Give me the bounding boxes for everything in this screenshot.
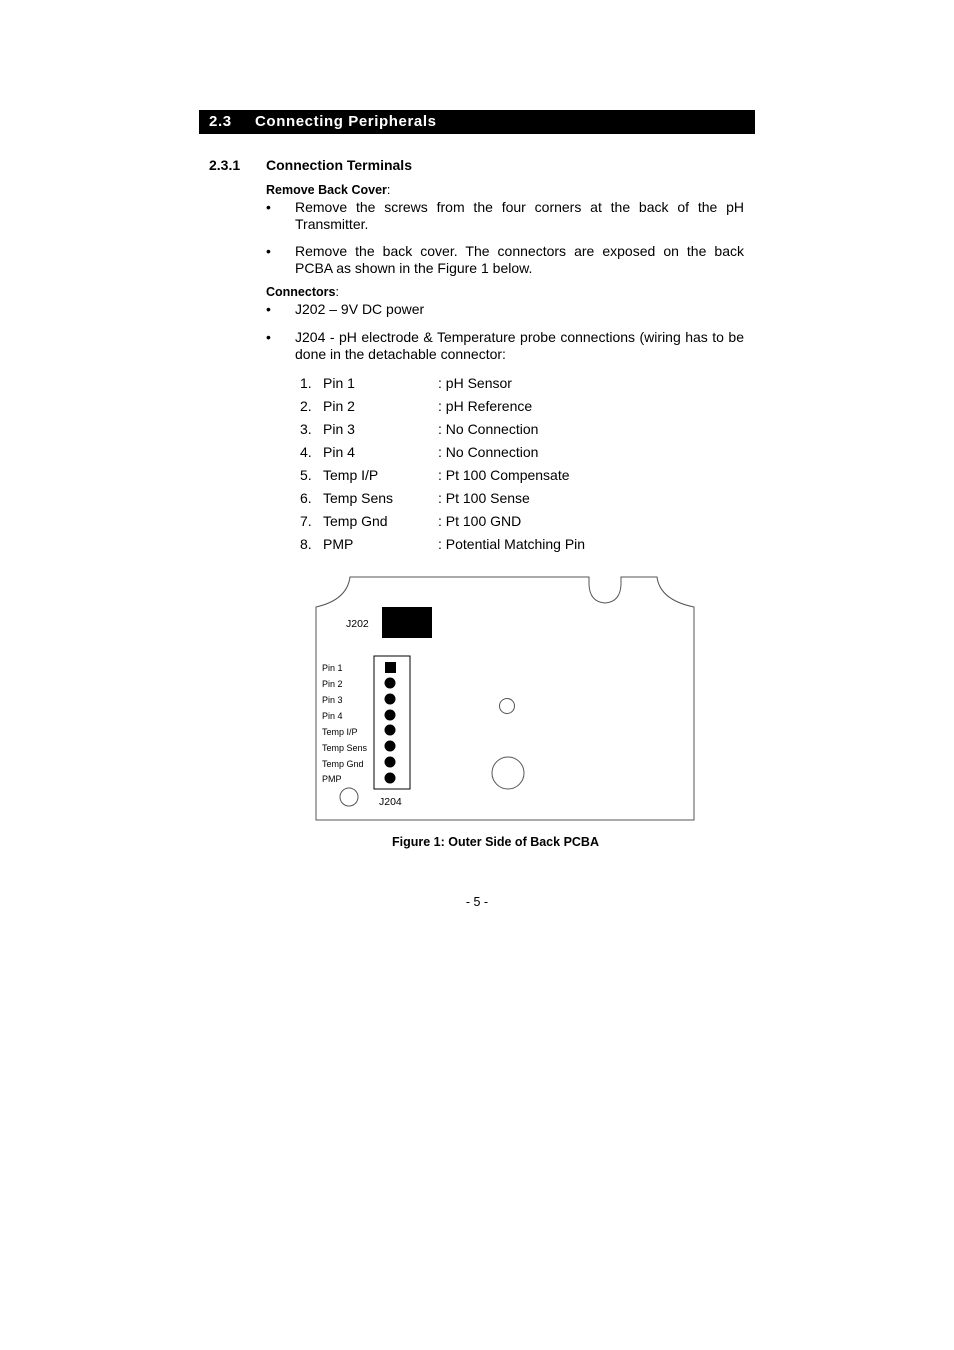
bullet-text: Remove the screws from the four corners at the back of the pH Transmitter. (295, 199, 744, 232)
bullet-text: Remove the back cover. The connectors are exposed on the back PCBA as shown in the Figure 1 below. (295, 243, 744, 276)
j204-connector (374, 656, 410, 789)
j204-label: J204 (379, 796, 402, 808)
pcb-pin-label: Pin 2 (322, 679, 343, 689)
bullet-text: J202 – 9V DC power (295, 301, 425, 317)
subsection-title: Connection Terminals (266, 157, 412, 173)
pcb-pin-label: Pin 4 (322, 711, 343, 721)
subsection-number: 2.3.1 (209, 157, 241, 173)
section-number: 2.3 (209, 113, 232, 130)
pin-2-dot (385, 678, 396, 689)
pin-3-dot (385, 694, 396, 705)
pin-temp-sens-dot (385, 741, 396, 752)
pin-pmp-dot (385, 773, 396, 784)
mounting-hole (340, 788, 358, 806)
bullet-text: J204 - pH electrode & Temperature probe connections (wiring has to be done in the detachable connector: (295, 329, 744, 362)
j202-label: J202 (346, 618, 369, 630)
bullet-dot: • (266, 199, 271, 215)
remove-cover-label: Remove Back Cover: (266, 183, 391, 197)
pcb-pin-label: Temp Sens (322, 743, 368, 753)
connectors-label: Connectors: (266, 285, 339, 299)
pcb-pin-label: Pin 3 (322, 695, 343, 705)
pin-temp-gnd-dot (385, 757, 396, 768)
pcb-pin-label: Temp I/P (322, 727, 358, 737)
figure-caption: Figure 1: Outer Side of Back PCBA (392, 835, 599, 849)
pin-temp-ip-dot (385, 725, 396, 736)
mounting-hole (500, 699, 515, 714)
page-number: - 5 - (465, 895, 489, 909)
pcb-pin-label: PMP (322, 774, 342, 784)
pin-1-square (385, 662, 396, 673)
mounting-hole (492, 757, 524, 789)
section-title: Connecting Peripherals (255, 113, 437, 130)
pcb-pin-label: Pin 1 (322, 663, 343, 673)
bullet-dot: • (266, 329, 271, 345)
bullet-dot: • (266, 243, 271, 259)
pcb-pin-label: Temp Gnd (322, 759, 364, 769)
pin-4-dot (385, 710, 396, 721)
j202-connector (382, 607, 432, 638)
bullet-dot: • (266, 301, 271, 317)
